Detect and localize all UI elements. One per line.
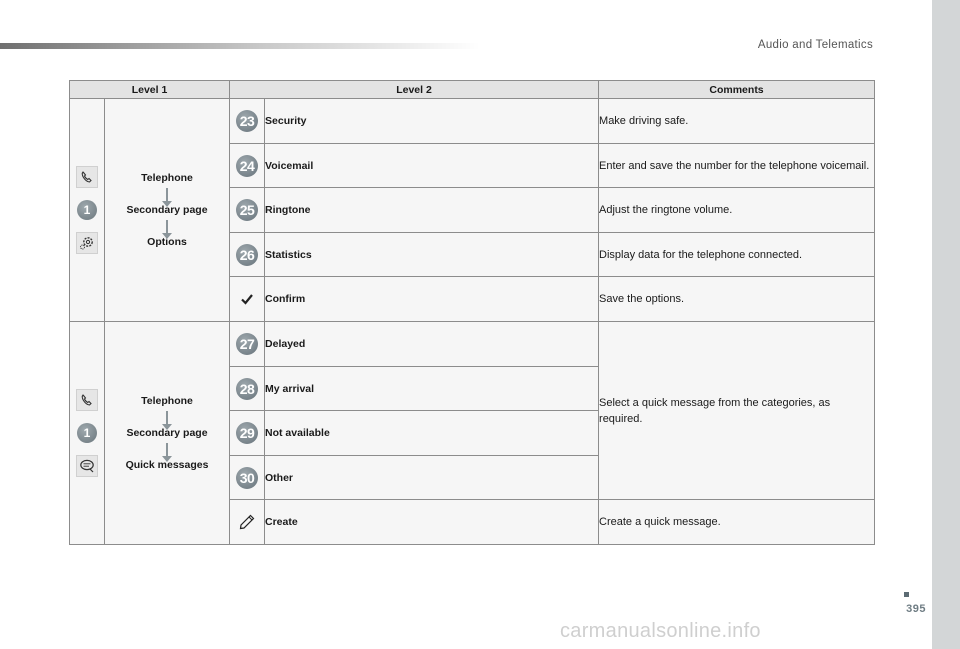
- down-arrow-icon: [166, 411, 168, 425]
- row-comment: Adjust the ringtone volume.: [599, 188, 875, 233]
- row-label: My arrival: [265, 367, 599, 411]
- step-badge: 28: [236, 378, 258, 400]
- row-label: Voicemail: [265, 144, 599, 188]
- down-arrow-icon: [166, 443, 168, 457]
- row-comment: Save the options.: [599, 277, 875, 322]
- step-badge: 24: [236, 155, 258, 177]
- row-label: Security: [265, 99, 599, 144]
- header-level1: Level 1: [70, 81, 230, 99]
- page-number: 395: [906, 603, 926, 615]
- step-badge: 27: [236, 333, 258, 355]
- row-comment: Create a quick message.: [599, 500, 875, 545]
- level1-nav-path: [105, 322, 230, 545]
- checkmark-icon: [240, 292, 254, 306]
- table-header-row: [70, 81, 875, 99]
- level1-nav-path: [105, 99, 230, 322]
- row-comment: Enter and save the number for the telephone voicemail.: [599, 144, 875, 188]
- telephone-icon: [76, 389, 98, 411]
- table-row: [70, 322, 875, 367]
- down-arrow-icon: [166, 220, 168, 234]
- row-label: Confirm: [265, 277, 599, 322]
- table-row: [70, 99, 875, 144]
- page-side-strip: [932, 0, 960, 649]
- settings-icon: [76, 232, 98, 254]
- telephone-icon: [76, 166, 98, 188]
- nav-step-telephone: Telephone: [141, 394, 193, 407]
- header-comments: Comments: [599, 81, 875, 99]
- message-icon: [76, 455, 98, 477]
- step-badge: 30: [236, 467, 258, 489]
- nav-step-secondary-page: Secondary page: [126, 203, 208, 216]
- header-level2: Level 2: [230, 81, 599, 99]
- menu-table: [69, 80, 875, 545]
- row-label: Not available: [265, 411, 599, 456]
- row-label: Statistics: [265, 233, 599, 277]
- step-badge: 26: [236, 244, 258, 266]
- nav-step-quick-messages: Quick messages: [125, 458, 209, 471]
- row-comment: Display data for the telephone connected.: [599, 233, 875, 277]
- step-badge: 23: [236, 110, 258, 132]
- level-badge: 1: [77, 423, 97, 443]
- section-title: Audio and Telematics: [757, 39, 873, 51]
- row-label: Create: [265, 500, 599, 545]
- row-label: Delayed: [265, 322, 599, 367]
- level1-icons: [70, 99, 105, 322]
- row-comment: Select a quick message from the categories, as required.: [599, 322, 875, 500]
- watermark: carmanualsonline.info: [560, 620, 761, 642]
- step-badge: 29: [236, 422, 258, 444]
- nav-step-telephone: Telephone: [141, 171, 193, 184]
- row-label: Other: [265, 456, 599, 500]
- page-marker: [904, 592, 909, 597]
- row-label: Ringtone: [265, 188, 599, 233]
- header-gradient-bar: [0, 43, 480, 49]
- nav-step-options: Options: [147, 235, 187, 248]
- level-badge: 1: [77, 200, 97, 220]
- level1-icons: [70, 322, 105, 545]
- nav-step-secondary-page: Secondary page: [126, 426, 208, 439]
- down-arrow-icon: [166, 188, 168, 202]
- pencil-icon: [239, 514, 255, 530]
- row-comment: Make driving safe.: [599, 99, 875, 144]
- step-badge: 25: [236, 199, 258, 221]
